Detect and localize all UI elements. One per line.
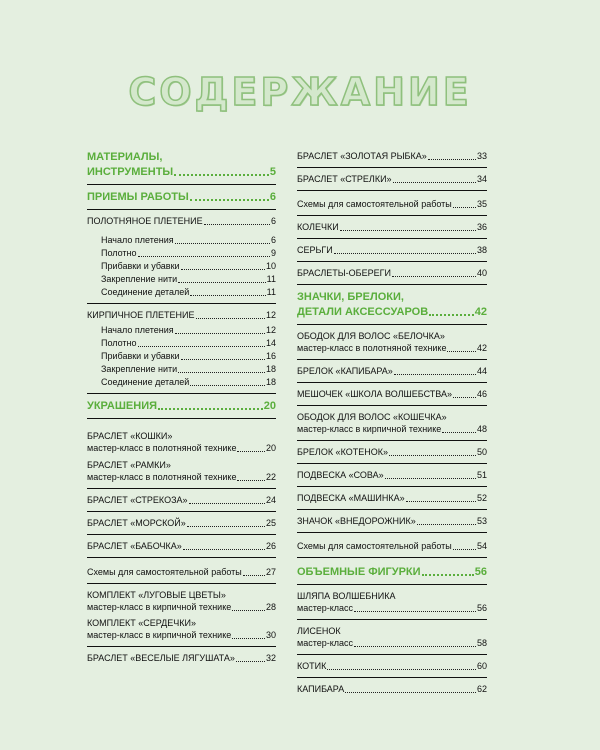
divider [297,486,487,487]
toc-entry-rings[interactable]: КОЛЕЧКИ 36 [297,222,487,232]
divider [297,190,487,191]
divider [297,677,487,678]
divider [297,261,487,262]
divider [297,463,487,464]
toc-entry-capybara[interactable]: БРЕЛОК «КАПИБАРА» 44 [297,366,487,376]
divider [297,654,487,655]
toc-entry-magic-pouch[interactable]: МЕШОЧЕК «ШКОЛА ВОЛШЕБСТВА» 46 [297,389,487,399]
toc-section-techniques[interactable]: ПРИЕМЫ РАБОТЫ 6 [87,191,276,203]
divider [87,418,276,419]
toc-entry-dragonfly[interactable]: БРАСЛЕТ «СТРЕКОЗА» 24 [87,495,276,505]
divider [297,324,487,325]
divider [297,532,487,533]
toc-entry[interactable]: Полотно 14 [101,338,276,348]
toc-left-column [87,150,276,665]
toc-entry-capybara-figure[interactable]: КАПИБАРА 62 [297,684,487,694]
toc-entry-arrows[interactable]: БРАСЛЕТ «СТРЕЛКИ» 34 [297,174,487,184]
divider [297,440,487,441]
toc-entry-sea[interactable]: БРАСЛЕТ «МОРСКОЙ» 25 [87,518,276,528]
toc-entry-earrings[interactable]: СЕРЬГИ 38 [297,245,487,255]
toc-entry-kitten[interactable]: БРЕЛОК «КОТЕНОК» 50 [297,447,487,457]
toc-entry[interactable]: Соединение деталей 18 [101,377,276,387]
divider [87,511,276,512]
toc-entry[interactable]: Начало плетения 12 [101,325,276,335]
toc-entry-schemes[interactable]: Схемы для самостоятельной работы 35 [297,199,487,209]
toc-entry[interactable]: Начало плетения 6 [101,235,276,245]
toc-section-badges[interactable]: ЗНАЧКИ, БРЕЛОКИ, ДЕТАЛИ АКСЕССУАРОВ 42 [297,291,487,318]
toc-entry[interactable]: Закрепление нити 18 [101,364,276,374]
divider [87,534,276,535]
divider [297,284,487,285]
divider [297,557,487,558]
toc-entry-hearts[interactable]: КОМПЛЕКТ «СЕРДЕЧКИ» мастер-класс в кирпичной технике 30 [87,618,276,640]
toc-entry-brick-weave[interactable]: КИРПИЧНОЕ ПЛЕТЕНИЕ 12 [87,310,276,320]
toc-entry-cats[interactable]: БРАСЛЕТ «КОШКИ» мастер-класс в полотняной технике 20 [87,431,276,453]
divider [87,557,276,558]
toc-entry-owl[interactable]: ПОДВЕСКА «СОВА» 51 [297,470,487,480]
divider [87,583,276,584]
toc-entry[interactable]: Прибавки и убавки 16 [101,351,276,361]
toc-entry-fox[interactable]: ЛИСЕНОК мастер-класс 58 [297,626,487,648]
toc-right-column [297,150,487,696]
toc-entry-schemes[interactable]: Схемы для самостоятельной работы 27 [87,567,276,577]
toc-entry-goldfish[interactable]: БРАСЛЕТ «ЗОЛОТАЯ РЫБКА» 33 [297,151,487,161]
divider [297,215,487,216]
divider [297,405,487,406]
divider [87,303,276,304]
toc-section-volume[interactable]: ОБЪЕМНЫЕ ФИГУРКИ 56 [297,566,487,578]
page-title: СОДЕРЖАНИЕ [128,70,472,114]
toc-entry[interactable]: Прибавки и убавки 10 [101,261,276,271]
divider [297,584,487,585]
toc-entry-wizard-hat[interactable]: ШЛЯПА ВОЛШЕБНИКА мастер-класс 56 [297,591,487,613]
toc-section-decorations[interactable]: УКРАШЕНИЯ 20 [87,400,276,412]
toc-entry-kitty[interactable]: ОБОДОК ДЛЯ ВОЛОС «КОШЕЧКА» мастер-класс в кирпичной технике 48 [297,412,487,434]
divider [87,184,276,185]
divider [87,488,276,489]
toc-entry[interactable]: Полотно 9 [101,248,276,258]
toc-entry[interactable]: Закрепление нити 11 [101,274,276,284]
divider [87,393,276,394]
toc-entry-frogs[interactable]: БРАСЛЕТ «ВЕСЕЛЫЕ ЛЯГУШАТА» 32 [87,653,276,663]
divider [87,209,276,210]
divider [297,619,487,620]
divider [297,359,487,360]
toc-entry-meadow[interactable]: КОМПЛЕКТ «ЛУГОВЫЕ ЦВЕТЫ» мастер-класс в кирпичной технике 28 [87,590,276,612]
divider [297,509,487,510]
toc-entry-squirrel[interactable]: ОБОДОК ДЛЯ ВОЛОС «БЕЛОЧКА» мастер-класс в полотняной технике 42 [297,331,487,353]
toc-entry-cat[interactable]: КОТИК 60 [297,661,487,671]
toc-entry-amulets[interactable]: БРАСЛЕТЫ-ОБЕРЕГИ 40 [297,268,487,278]
divider [297,382,487,383]
divider [87,646,276,647]
toc-entry-car[interactable]: ПОДВЕСКА «МАШИНКА» 52 [297,493,487,503]
divider [297,238,487,239]
toc-entry-butterfly[interactable]: БРАСЛЕТ «БАБОЧКА» 26 [87,541,276,551]
toc-entry-plain-weave[interactable]: ПОЛОТНЯНОЕ ПЛЕТЕНИЕ 6 [87,216,276,226]
toc-entry-suv[interactable]: ЗНАЧОК «ВНЕДОРОЖНИК» 53 [297,516,487,526]
divider [297,167,487,168]
toc-entry-schemes[interactable]: Схемы для самостоятельной работы 54 [297,541,487,551]
toc-entry[interactable]: Соединение деталей 11 [101,287,276,297]
toc-section-materials[interactable]: МАТЕРИАЛЫ, ИНСТРУМЕНТЫ 5 [87,151,276,178]
toc-entry-frames[interactable]: БРАСЛЕТ «РАМКИ» мастер-класс в полотняной технике 22 [87,460,276,482]
